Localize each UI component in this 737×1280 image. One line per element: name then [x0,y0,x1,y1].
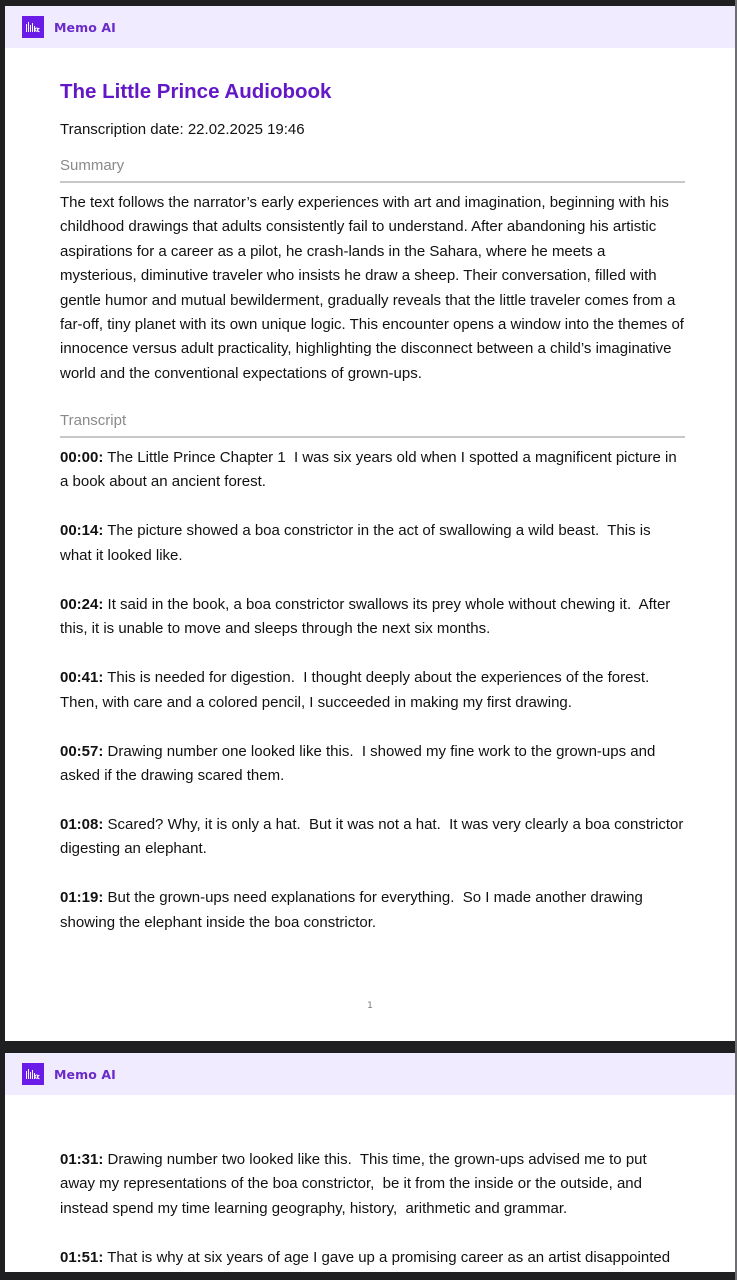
segment-text: That is why at six years of age I gave up a promising career as an artist disappointed [103,1248,671,1266]
transcript-segment [60,593,685,642]
segment-timestamp: 01:51: [60,1248,104,1266]
audio-waveform-icon [22,1063,44,1085]
transcript-segment [60,666,685,715]
page-number: 1 [367,1001,373,1011]
segment-text: It said in the book, a boa constrictor swallows its prey whole without chewing it. After this, it is unable to move and sleeps through the next six months. [60,595,675,638]
document-title: The Little Prince Audiobook [60,80,332,103]
brand-name: Memo AI [54,19,116,35]
transcript-list [60,446,688,960]
transcript-segment [60,886,685,935]
segment-text: Drawing number two looked like this. This time, the grown-ups advised me to put away my representations of the boa constrictor, be it from the inside or the outside, and instead spend my time learning geography, history, arithmetic and grammar. [60,1151,651,1217]
segment-timestamp: 00:57: [60,742,104,760]
app-header [5,1053,735,1095]
segment-timestamp: 01:31: [60,1151,104,1168]
summary-heading: Summary [60,157,685,183]
transcript-heading: Transcript [60,412,685,438]
segment-timestamp: 01:19: [60,889,104,907]
segment-text: Scared? Why, it is only a hat. But it was not a hat. It was very clearly a boa constrictor digesting an elephant. [60,816,688,858]
brand-name: Memo AI [54,1066,116,1082]
transcript-segment [60,446,685,495]
transcript-segment [60,740,685,789]
document-page-2 [5,1053,735,1272]
document-page-1 [5,6,735,1041]
segment-timestamp: 00:24: [60,595,104,613]
transcript-segment [60,519,685,568]
transcript-segment [60,1246,685,1270]
transcription-date: Transcription date: 22.02.2025 19:46 [60,121,305,138]
segment-timestamp: 00:00: [60,449,104,466]
audio-waveform-icon [22,16,44,38]
app-header [5,6,735,48]
transcript-list [60,1148,685,1272]
transcript-segment [60,1148,685,1221]
segment-text: But the grown-ups need explanations for everything. So I made another drawing showing the elephant inside the boa constrictor. [60,889,648,931]
segment-timestamp: 00:41: [60,669,104,687]
segment-text: This is needed for digestion. I thought deeply about the experiences of the forest. Then, with care and a colored pencil, I succeeded in making my first drawing. [60,669,654,711]
summary-text: The text follows the narrator’s early experiences with art and imagination, beginning with his childhood drawings that adults consistently fail to understand. After abandoning his artistic aspirations for a career as a pilot, he crash-lands in the Sahara, where he meets a mysterious, diminutive traveler who insists he draw a sheep. Their conversation, filled with gentle humor and mutual bewilderment, gradually reveals that the little traveler comes from a far-off, tiny planet with its own unique logic. This encounter opens a window into the themes of innocence versus adult practicality, highlighting the disconnect between a child’s imaginative world and the conventional expectations of grown-ups. [60,194,684,382]
transcript-segment [60,813,688,862]
segment-text: The picture showed a boa constrictor in the act of swallowing a wild beast. This is what it looked like. [60,522,655,564]
segment-timestamp: 01:08: [60,816,104,834]
segment-text: Drawing number one looked like this. I showed my fine work to the grown-ups and asked if the drawing scared them. [60,742,660,785]
segment-timestamp: 00:14: [60,522,104,540]
segment-text: The Little Prince Chapter 1 I was six years old when I spotted a magnificent picture in a book about an ancient forest. [60,449,681,491]
